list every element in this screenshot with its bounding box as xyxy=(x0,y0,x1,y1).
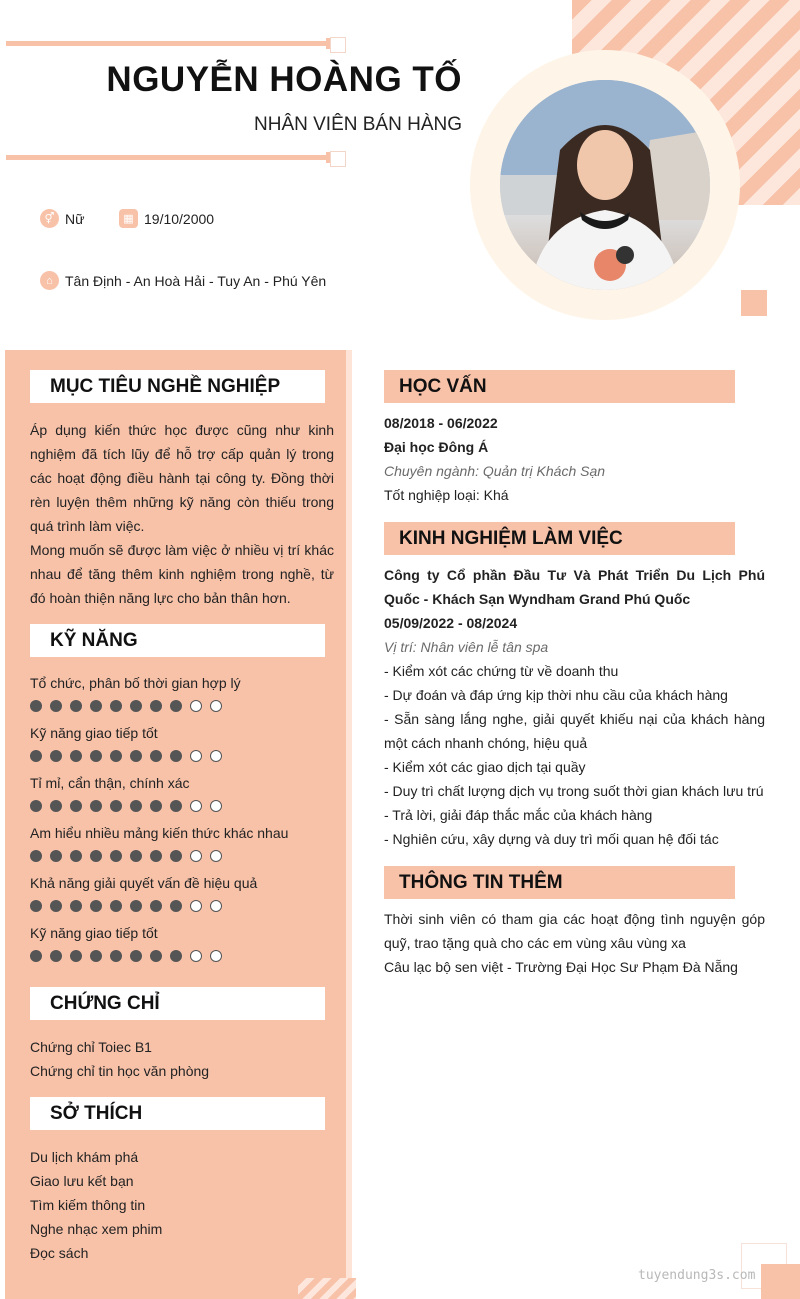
skill-rating xyxy=(30,750,222,762)
rating-dot-filled xyxy=(110,800,122,812)
header-rule-square xyxy=(330,151,346,167)
rating-dot-filled xyxy=(50,850,62,862)
rating-dot-filled xyxy=(50,800,62,812)
rating-dot-filled xyxy=(70,700,82,712)
profile-photo xyxy=(500,80,710,290)
bottom-stripes xyxy=(298,1278,356,1299)
header-rule-bottom xyxy=(6,155,328,160)
hobby-item: Nghe nhạc xem phim xyxy=(30,1221,163,1237)
skill-label: Am hiểu nhiều mảng kiến thức khác nhau xyxy=(30,825,289,841)
rating-dot-filled xyxy=(130,800,142,812)
certificate-item: Chứng chỉ tin học văn phòng xyxy=(30,1063,210,1079)
education-period: 08/2018 - 06/2022 xyxy=(384,415,498,431)
left-column-edge xyxy=(346,350,352,1280)
rating-dot-empty xyxy=(190,950,202,962)
address-value: Tân Định - An Hoà Hải - Tuy An - Phú Yên xyxy=(65,272,327,289)
experience-company: Công ty Cổ phần Đầu Tư Và Phát Triển Du Lịch Phú Quốc - Khách Sạn Wyndham Grand Phú Quốc xyxy=(384,567,765,607)
rating-dot-empty xyxy=(210,950,222,962)
contact-address xyxy=(40,271,326,290)
hobby-item: Giao lưu kết bạn xyxy=(30,1173,134,1189)
hobby-item: Du lịch khám phá xyxy=(30,1149,139,1165)
rating-dot-filled xyxy=(30,900,42,912)
rating-dot-empty xyxy=(190,800,202,812)
objective-heading: MỤC TIÊU NGHỀ NGHIỆP xyxy=(30,370,325,403)
rating-dot-filled xyxy=(90,900,102,912)
corner-square-filled xyxy=(761,1264,800,1299)
contact-gender xyxy=(40,209,84,228)
rating-dot-filled xyxy=(170,800,182,812)
rating-dot-filled xyxy=(130,900,142,912)
certificate-item: Chứng chỉ Toiec B1 xyxy=(30,1039,152,1055)
experience-duty: - Sẵn sàng lắng nghe, giải quyết khiếu nại của khách hàng một cách nhanh chóng, hiệu quả xyxy=(384,711,765,751)
rating-dot-filled xyxy=(70,950,82,962)
rating-dot-filled xyxy=(90,750,102,762)
rating-dot-filled xyxy=(110,850,122,862)
rating-dot-empty xyxy=(190,750,202,762)
skill-label: Kỹ năng giao tiếp tốt xyxy=(30,725,158,741)
rating-dot-filled xyxy=(70,900,82,912)
rating-dot-filled xyxy=(150,800,162,812)
rating-dot-filled xyxy=(30,750,42,762)
education-grade: Tốt nghiệp loại: Khá xyxy=(384,487,509,503)
rating-dot-filled xyxy=(150,700,162,712)
rating-dot-filled xyxy=(110,700,122,712)
hobbies-heading: SỞ THÍCH xyxy=(30,1097,325,1130)
contact-birthdate xyxy=(119,209,214,228)
experience-position: Vị trí: Nhân viên lễ tân spa xyxy=(384,639,549,655)
gender-value: Nữ xyxy=(65,210,85,227)
experience-period: 05/09/2022 - 08/2024 xyxy=(384,615,518,631)
rating-dot-filled xyxy=(70,750,82,762)
education-heading: HỌC VẤN xyxy=(384,370,735,403)
portrait-illustration xyxy=(500,80,710,290)
extra-info-item: Câu lạc bộ sen việt - Trường Đại Học Sư Phạm Đà Nẵng xyxy=(384,959,738,975)
skill-label: Kỹ năng giao tiếp tốt xyxy=(30,925,158,941)
education-block xyxy=(384,411,765,507)
rating-dot-filled xyxy=(50,750,62,762)
rating-dot-filled xyxy=(90,800,102,812)
rating-dot-filled xyxy=(50,950,62,962)
rating-dot-filled xyxy=(30,850,42,862)
skill-label: Tổ chức, phân bố thời gian hợp lý xyxy=(30,675,241,691)
skill-label: Tỉ mỉ, cẩn thận, chính xác xyxy=(30,775,190,791)
rating-dot-filled xyxy=(110,750,122,762)
rating-dot-filled xyxy=(130,750,142,762)
rating-dot-empty xyxy=(210,750,222,762)
certificates-heading: CHỨNG CHỈ xyxy=(30,987,325,1020)
rating-dot-empty xyxy=(210,900,222,912)
header-rule-square xyxy=(330,37,346,53)
skill-label: Khả năng giải quyết vấn đề hiệu quả xyxy=(30,875,258,891)
hobby-item: Đọc sách xyxy=(30,1245,89,1261)
extra-info-item: Thời sinh viên có tham gia các hoạt động tình nguyện góp quỹ, trao tặng quà cho các em vùng xâu vùng xa xyxy=(384,911,765,951)
home-icon: ⌂ xyxy=(40,271,59,290)
rating-dot-filled xyxy=(30,950,42,962)
objective-paragraph: Mong muốn sẽ được làm việc ở nhiều vị trí khác nhau để tăng thêm kinh nghiệm trong nghề, từ đó hoàn thiện năng lực cho bản thân hơn. xyxy=(30,542,334,606)
rating-dot-filled xyxy=(90,850,102,862)
experience-block xyxy=(384,563,765,851)
rating-dot-filled xyxy=(150,900,162,912)
experience-duty: - Kiểm xót các chứng từ về doanh thu xyxy=(384,663,619,679)
skill-rating xyxy=(30,800,222,812)
birthdate-value: 19/10/2000 xyxy=(144,210,215,227)
education-school: Đại học Đông Á xyxy=(384,439,489,455)
rating-dot-filled xyxy=(170,750,182,762)
hobby-item: Tìm kiếm thông tin xyxy=(30,1197,146,1213)
extra-info-heading: THÔNG TIN THÊM xyxy=(384,866,735,899)
experience-duty: - Kiểm xót các giao dịch tại quầy xyxy=(384,759,586,775)
rating-dot-filled xyxy=(150,750,162,762)
candidate-name: NGUYỄN HOÀNG TỐ xyxy=(106,60,462,99)
rating-dot-filled xyxy=(50,700,62,712)
rating-dot-filled xyxy=(90,700,102,712)
certificates-list xyxy=(30,1035,209,1083)
skills-heading: KỸ NĂNG xyxy=(30,624,325,657)
hobbies-list xyxy=(30,1145,162,1265)
rating-dot-filled xyxy=(70,800,82,812)
rating-dot-filled xyxy=(110,950,122,962)
rating-dot-filled xyxy=(170,900,182,912)
gender-icon: ⚥ xyxy=(40,209,59,228)
rating-dot-filled xyxy=(30,800,42,812)
experience-duty: - Trả lời, giải đáp thắc mắc của khách hàng xyxy=(384,807,653,823)
rating-dot-filled xyxy=(150,950,162,962)
rating-dot-filled xyxy=(170,950,182,962)
experience-heading: KINH NGHIỆM LÀM VIỆC xyxy=(384,522,735,555)
decorative-square xyxy=(741,290,767,316)
rating-dot-empty xyxy=(210,700,222,712)
education-major: Chuyên ngành: Quản trị Khách Sạn xyxy=(384,463,606,479)
rating-dot-filled xyxy=(170,700,182,712)
rating-dot-filled xyxy=(90,950,102,962)
rating-dot-empty xyxy=(190,900,202,912)
rating-dot-empty xyxy=(190,850,202,862)
skill-rating xyxy=(30,950,222,962)
rating-dot-filled xyxy=(30,700,42,712)
skill-rating xyxy=(30,850,222,862)
rating-dot-empty xyxy=(210,800,222,812)
candidate-role: NHÂN VIÊN BÁN HÀNG xyxy=(254,114,462,135)
objective-paragraph: Áp dụng kiến thức học được cũng như kinh nghiệm đã tích lũy để hỗ trợ cấp quản lý trong các hoạt động điều hành tại công ty. Đồng thời rèn luyện thêm những kỹ năng còn thiếu trong quá trình làm việc. xyxy=(30,422,334,534)
extra-info-block xyxy=(384,907,765,979)
experience-duty: - Dự đoán và đáp ứng kịp thời nhu cầu của khách hàng xyxy=(384,687,728,703)
skill-rating xyxy=(30,900,222,912)
calendar-icon: ▦ xyxy=(119,209,138,228)
rating-dot-filled xyxy=(130,950,142,962)
rating-dot-empty xyxy=(210,850,222,862)
rating-dot-filled xyxy=(130,700,142,712)
experience-duty: - Duy trì chất lượng dịch vụ trong suốt thời gian khách lưu trú xyxy=(384,783,764,799)
rating-dot-empty xyxy=(190,700,202,712)
experience-duty: - Nghiên cứu, xây dựng và duy trì mối quan hệ đối tác xyxy=(384,831,719,847)
rating-dot-filled xyxy=(110,900,122,912)
watermark: tuyendung3s.com xyxy=(638,1268,756,1283)
header-rule-top xyxy=(6,41,328,46)
skill-rating xyxy=(30,700,222,712)
rating-dot-filled xyxy=(150,850,162,862)
rating-dot-filled xyxy=(70,850,82,862)
objective-text xyxy=(30,418,334,610)
rating-dot-filled xyxy=(130,850,142,862)
rating-dot-filled xyxy=(50,900,62,912)
rating-dot-filled xyxy=(170,850,182,862)
